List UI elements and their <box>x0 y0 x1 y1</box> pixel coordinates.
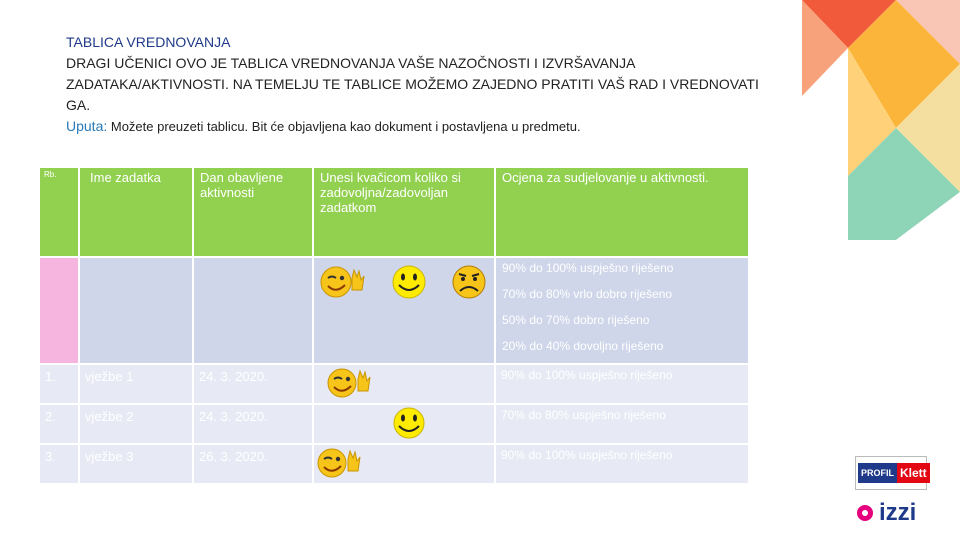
profil-klett-logo <box>855 456 927 490</box>
klett-label: Klett <box>897 463 930 483</box>
row-satisfaction[interactable] <box>313 444 495 484</box>
table-row <box>39 364 749 404</box>
row-task-name: vježbe 1 <box>79 364 193 404</box>
corner-decoration <box>796 0 960 300</box>
legend-item: 20% do 40% dovoljno riješeno <box>502 339 664 353</box>
row-grade: 70% do 80% uspješno riješeno <box>495 404 749 444</box>
wink-face-icon <box>318 264 368 300</box>
legend-row <box>39 257 749 364</box>
row-date: 26. 3. 2020. <box>193 444 313 484</box>
row-satisfaction[interactable] <box>313 364 495 404</box>
table-row <box>39 444 749 484</box>
legend-grades-cell <box>495 257 749 364</box>
header-activity-date: Dan obavljene aktivnosti <box>193 167 313 257</box>
legend-item: 50% do 70% dobro riješeno <box>502 313 650 327</box>
header-satisfaction: Unesi kvačicom koliko si zadovoljna/zadovoljan zadatkom <box>313 167 495 257</box>
wink-face-icon <box>314 446 364 480</box>
row-date: 24. 3. 2020. <box>193 364 313 404</box>
legend-item: 70% do 80% vrlo dobro riješeno <box>502 287 673 301</box>
izzi-mark-icon <box>855 503 875 523</box>
profil-label: PROFIL <box>858 463 897 483</box>
row-rb: 3. <box>39 444 79 484</box>
sad-face-icon <box>450 264 488 300</box>
row-satisfaction[interactable] <box>313 404 495 444</box>
legend-faces-cell <box>313 257 495 364</box>
row-rb: 1. <box>39 364 79 404</box>
instructions <box>66 118 581 134</box>
table-row <box>39 404 749 444</box>
intro-text: DRAGI UČENICI OVO JE TABLICA VREDNOVANJA VAŠE NAZOČNOSTI I IZVRŠAVANJA ZADATAKA/AKTIVNOSTI. NA TEMELJU TE TABLICE MOŽEMO ZAJEDNO PRATITI VAŠ RAD I VREDNOVATI GA. <box>66 55 759 113</box>
smile-face-icon <box>390 264 428 300</box>
row-date: 24. 3. 2020. <box>193 404 313 444</box>
header-rb: Rb. <box>39 167 79 257</box>
row-grade: 90% do 100% uspješno riješeno <box>495 444 749 484</box>
table-header-row <box>39 167 749 257</box>
instructions-text: Možete preuzeti tablicu. Bit će objavljena kao dokument i postavljena u predmetu. <box>107 119 581 134</box>
izzi-label: izzi <box>879 499 917 526</box>
wink-face-icon <box>324 366 374 400</box>
legend-item: 90% do 100% uspješno riješeno <box>502 261 674 275</box>
evaluation-table <box>38 166 750 485</box>
izzi-logo <box>855 498 916 528</box>
row-task-name: vježbe 3 <box>79 444 193 484</box>
header-grade: Ocjena za sudjelovanje u aktivnosti. <box>495 167 749 257</box>
legend-cell-rb <box>39 257 79 364</box>
smile-face-icon <box>390 406 428 440</box>
page-title: TABLICA VREDNOVANJA <box>66 34 231 50</box>
row-task-name: vježbe 2 <box>79 404 193 444</box>
row-grade: 90% do 100% uspješno riješeno <box>495 364 749 404</box>
legend-cell-date <box>193 257 313 364</box>
instructions-label: Uputa: <box>66 118 108 134</box>
header-task-name: Ime zadatka <box>79 167 193 257</box>
row-rb: 2. <box>39 404 79 444</box>
legend-cell-name <box>79 257 193 364</box>
